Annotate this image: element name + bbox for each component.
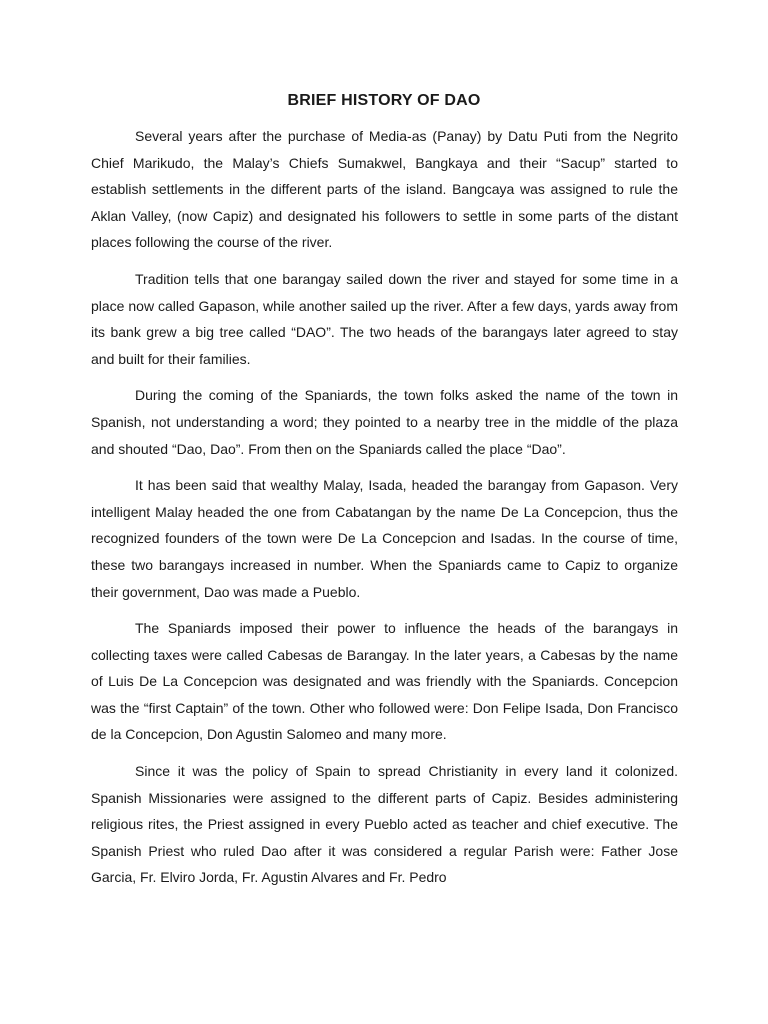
document-title: BRIEF HISTORY OF DAO bbox=[287, 92, 481, 109]
paragraph-settlements: Several years after the purchase of Media-as (Panay) by Datu Puti from the Negrito Chief Marikudo, the Malay’s Chiefs Sumakwel, Bangkaya and their “Sacup” started to establish settlements in the different parts of the island. Bangcaya was assigned to rule the Aklan Valley, (now Capiz) and designated his followers to settle in some parts of the distant places following the course of the river. bbox=[91, 128, 678, 251]
paragraph-spaniards-naming: During the coming of the Spaniards, the town folks asked the name of the town in Spanish, not understanding a word; they pointed to a nearby tree in the middle of the plaza and shouted “Dao, Dao”. From then on the Spaniards called the place “Dao”. bbox=[91, 387, 678, 457]
paragraph-founders: It has been said that wealthy Malay, Isada, headed the barangay from Gapason. Very intelligent Malay headed the one from Cabatangan by the name De La Concepcion, thus the recognized founders of the town were De La Concepcion and Isadas. In the course of time, these two barangays increased in number. When the Spaniards came to Capiz to organize their government, Dao was made a Pueblo. bbox=[91, 477, 678, 600]
paragraph-missionaries: Since it was the policy of Spain to spread Christianity in every land it colonized. Spanish Missionaries were assigned to the different parts of Capiz. Besides administering religious rites, the Priest assigned in every Pueblo acted as teacher and chief executive. The Spanish Priest who ruled Dao after it was considered a regular Parish were: Father Jose Garcia, Fr. Elviro Jorda, Fr. Agustin Alvares and Fr. Pedro bbox=[91, 763, 678, 886]
paragraph-dao-tree: Tradition tells that one barangay sailed down the river and stayed for some time in a place now called Gapason, while another sailed up the river. After a few days, yards away from its bank grew a big tree called “DAO”. The two heads of the barangays later agreed to stay and built for their families. bbox=[91, 270, 678, 367]
paragraph-cabesas: The Spaniards imposed their power to influence the heads of the barangays in collecting taxes were called Cabesas de Barangay. In the later years, a Cabesas by the name of Luis De La Concepcion was designated and was friendly with the Spaniards. Concepcion was the “first Captain” of the town. Other who followed were: Don Felipe Isada, Don Francisco de la Concepcion, Don Agustin Salomeo and many more. bbox=[91, 620, 678, 743]
document-body bbox=[91, 123, 678, 901]
